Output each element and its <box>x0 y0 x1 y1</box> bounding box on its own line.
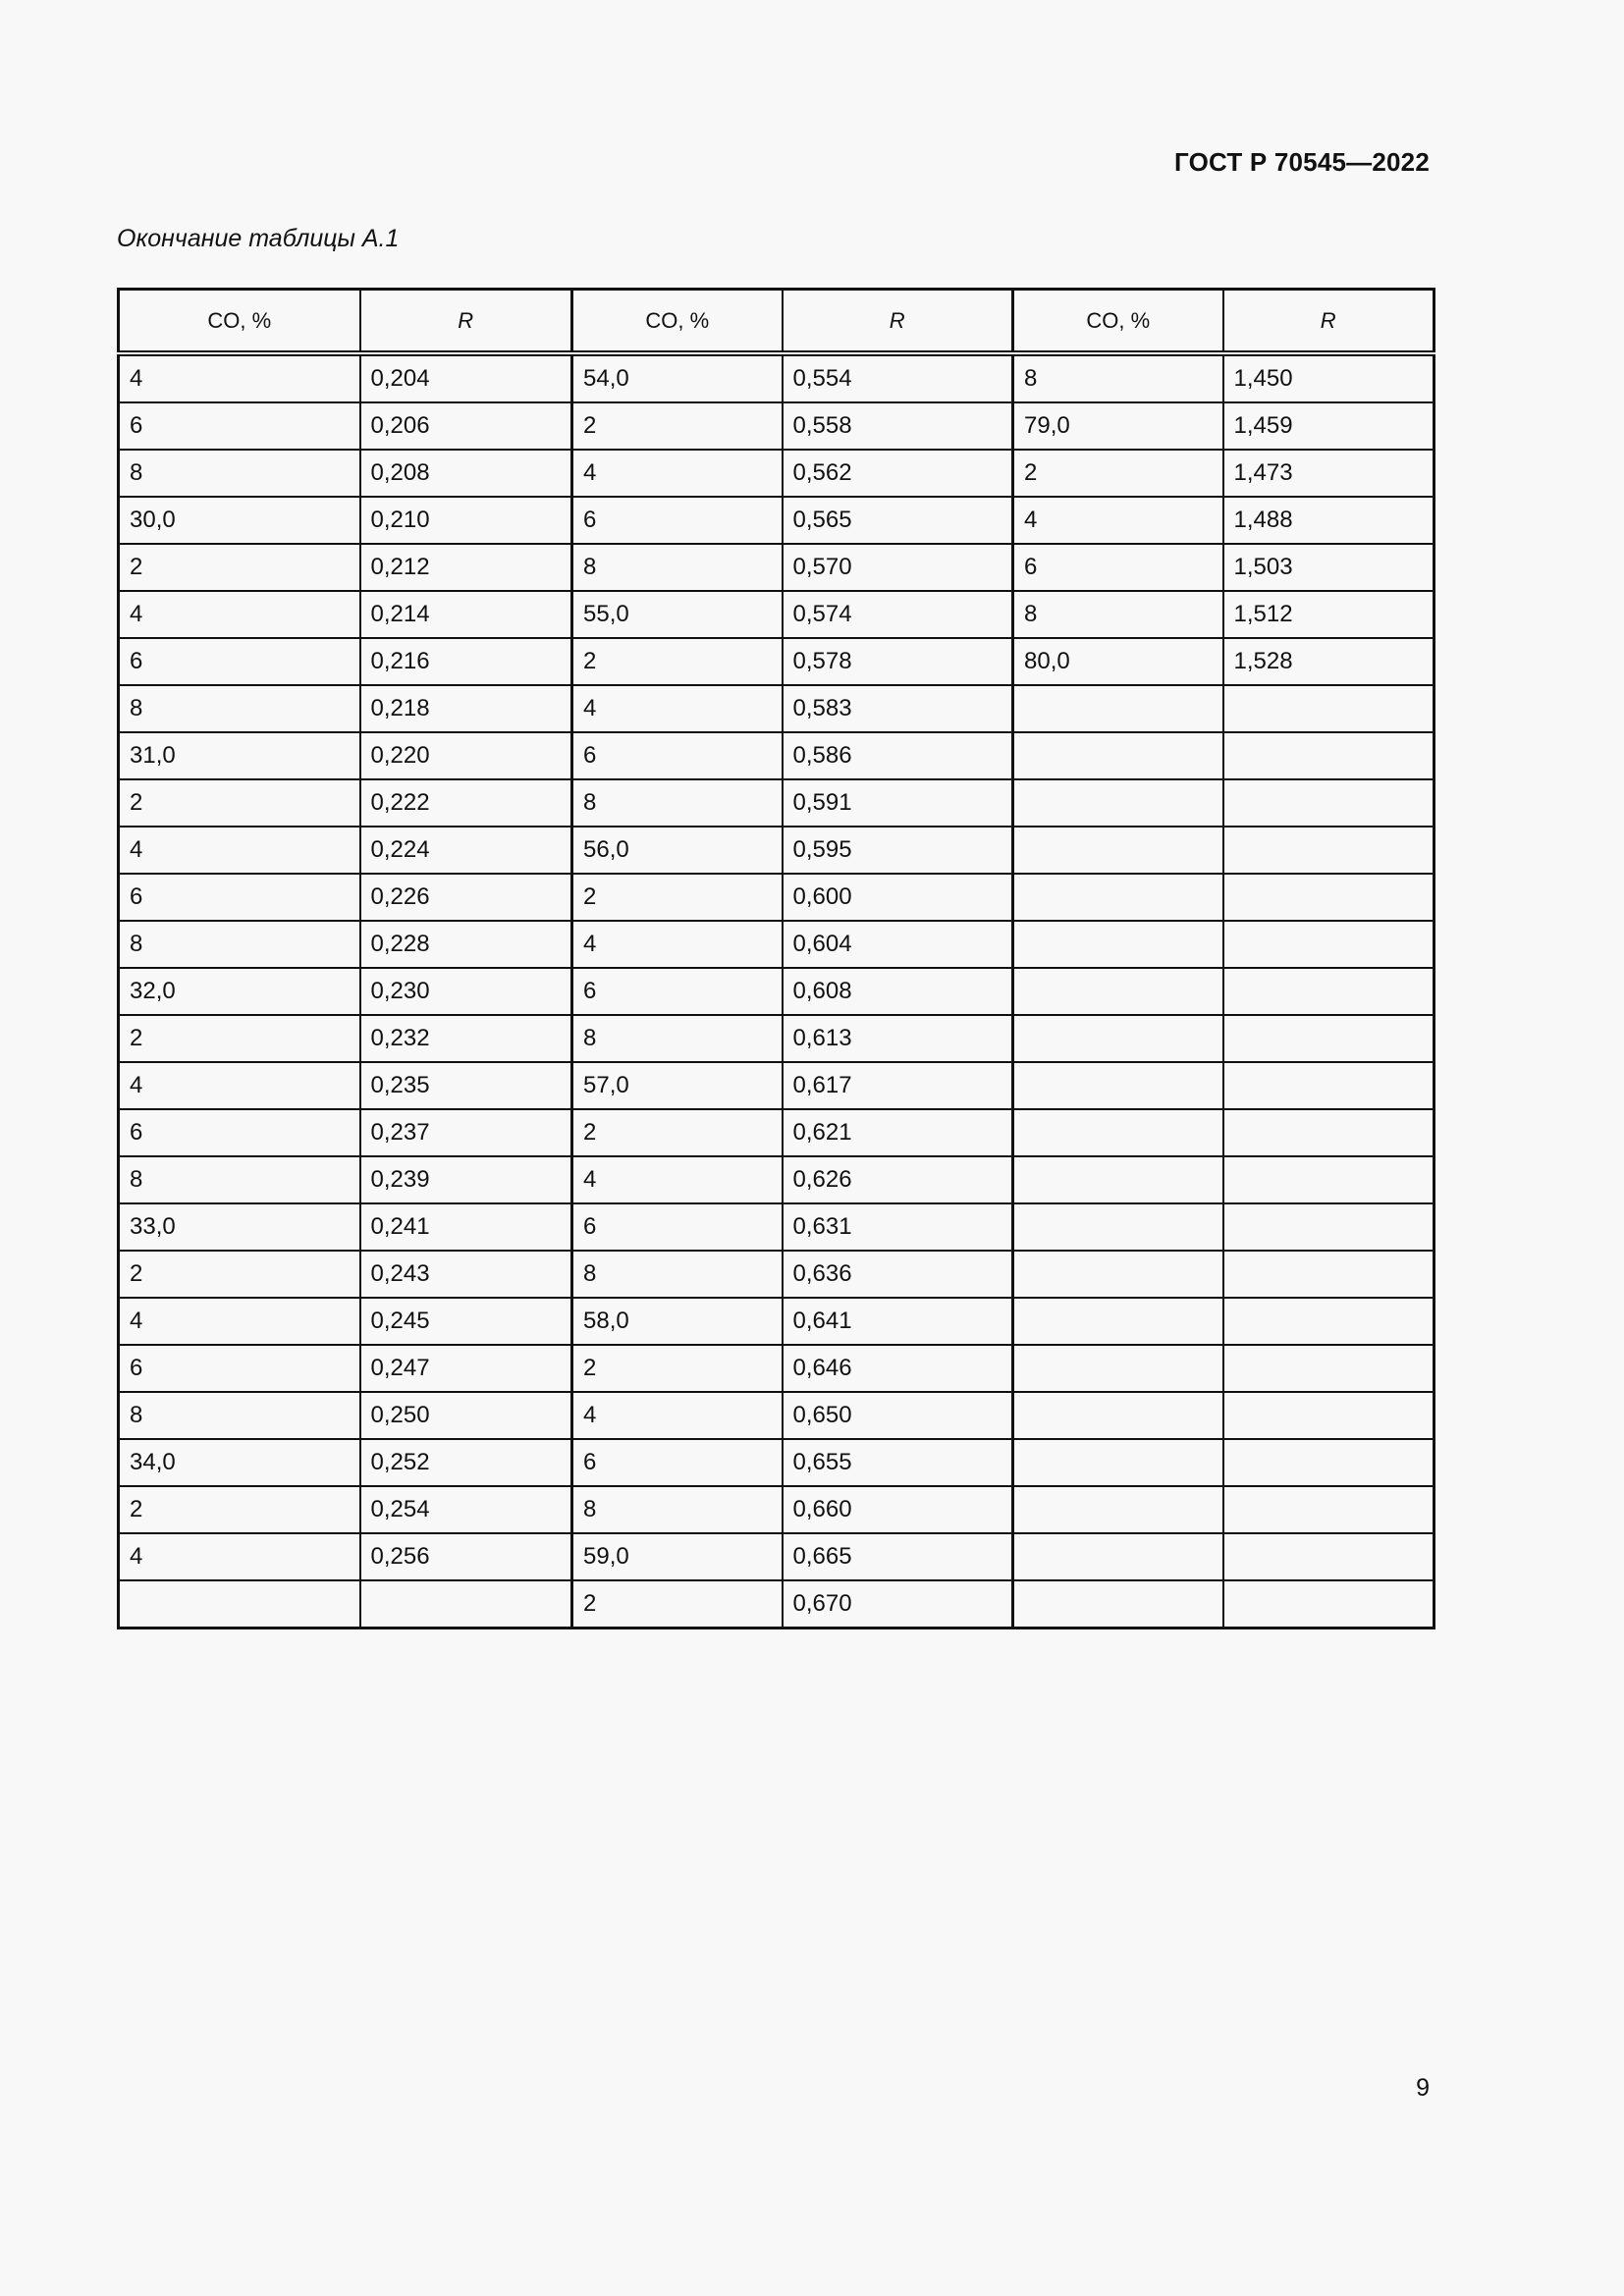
cell-co-percent: 8 <box>572 1486 783 1533</box>
cell-r-value <box>1223 685 1435 732</box>
cell-r-value: 0,250 <box>360 1392 572 1439</box>
cell-r-value <box>1223 1392 1435 1439</box>
cell-r-value: 1,528 <box>1223 638 1435 685</box>
table-row <box>119 544 1435 591</box>
document-code: ГОСТ Р 70545—2022 <box>1174 147 1430 177</box>
table-row <box>119 402 1435 450</box>
cell-co-percent: 8 <box>119 1156 360 1203</box>
cell-co-percent: 4 <box>119 591 360 638</box>
cell-r-value: 0,241 <box>360 1203 572 1251</box>
cell-r-value <box>360 1580 572 1629</box>
table-row <box>119 1533 1435 1580</box>
cell-co-percent: 8 <box>572 1251 783 1298</box>
cell-r-value: 0,670 <box>783 1580 1013 1629</box>
cell-co-percent: 6 <box>572 1439 783 1486</box>
table-row <box>119 779 1435 827</box>
cell-co-percent <box>1013 1392 1223 1439</box>
cell-co-percent: 2 <box>572 874 783 921</box>
cell-r-value: 0,212 <box>360 544 572 591</box>
cell-co-percent <box>1013 1439 1223 1486</box>
cell-co-percent <box>1013 1533 1223 1580</box>
column-header-r: R <box>360 290 572 354</box>
cell-co-percent: 4 <box>572 921 783 968</box>
cell-co-percent <box>1013 1580 1223 1629</box>
table-row <box>119 1015 1435 1062</box>
cell-r-value: 0,570 <box>783 544 1013 591</box>
cell-co-percent: 4 <box>119 1298 360 1345</box>
cell-r-value: 0,617 <box>783 1062 1013 1109</box>
cell-co-percent: 4 <box>1013 497 1223 544</box>
cell-r-value: 0,554 <box>783 353 1013 402</box>
cell-co-percent: 4 <box>119 1533 360 1580</box>
cell-r-value: 0,243 <box>360 1251 572 1298</box>
table-row <box>119 1392 1435 1439</box>
cell-r-value: 0,562 <box>783 450 1013 497</box>
cell-r-value <box>1223 874 1435 921</box>
cell-r-value <box>1223 1109 1435 1156</box>
cell-r-value: 0,218 <box>360 685 572 732</box>
cell-co-percent: 57,0 <box>572 1062 783 1109</box>
column-header-r: R <box>783 290 1013 354</box>
table-row <box>119 1580 1435 1629</box>
cell-r-value: 1,473 <box>1223 450 1435 497</box>
cell-co-percent: 58,0 <box>572 1298 783 1345</box>
cell-co-percent <box>1013 827 1223 874</box>
cell-r-value: 0,574 <box>783 591 1013 638</box>
cell-co-percent: 32,0 <box>119 968 360 1015</box>
cell-r-value: 0,631 <box>783 1203 1013 1251</box>
cell-r-value: 0,247 <box>360 1345 572 1392</box>
table-header-row <box>119 290 1435 354</box>
cell-co-percent: 59,0 <box>572 1533 783 1580</box>
cell-r-value: 0,636 <box>783 1251 1013 1298</box>
cell-co-percent: 33,0 <box>119 1203 360 1251</box>
cell-co-percent <box>1013 1251 1223 1298</box>
cell-co-percent: 8 <box>1013 353 1223 402</box>
cell-co-percent: 2 <box>119 1486 360 1533</box>
cell-co-percent <box>1013 921 1223 968</box>
table-row <box>119 732 1435 779</box>
cell-r-value: 0,214 <box>360 591 572 638</box>
cell-co-percent: 8 <box>572 1015 783 1062</box>
column-header-co: CO, % <box>119 290 360 354</box>
cell-co-percent: 4 <box>119 827 360 874</box>
table-row <box>119 1156 1435 1203</box>
table-row <box>119 1486 1435 1533</box>
cell-r-value: 0,600 <box>783 874 1013 921</box>
cell-co-percent: 4 <box>119 1062 360 1109</box>
cell-r-value: 0,578 <box>783 638 1013 685</box>
cell-co-percent: 6 <box>572 732 783 779</box>
cell-co-percent: 80,0 <box>1013 638 1223 685</box>
cell-r-value: 0,583 <box>783 685 1013 732</box>
cell-r-value: 1,503 <box>1223 544 1435 591</box>
cell-r-value: 0,558 <box>783 402 1013 450</box>
table-row <box>119 1298 1435 1345</box>
column-header-co: CO, % <box>1013 290 1223 354</box>
cell-co-percent: 2 <box>119 544 360 591</box>
cell-r-value: 1,512 <box>1223 591 1435 638</box>
cell-r-value <box>1223 1533 1435 1580</box>
cell-co-percent: 54,0 <box>572 353 783 402</box>
cell-r-value <box>1223 1439 1435 1486</box>
cell-r-value: 0,613 <box>783 1015 1013 1062</box>
cell-co-percent: 8 <box>119 450 360 497</box>
cell-r-value: 0,254 <box>360 1486 572 1533</box>
table-row <box>119 353 1435 402</box>
cell-r-value: 0,216 <box>360 638 572 685</box>
cell-r-value <box>1223 921 1435 968</box>
cell-co-percent <box>1013 1109 1223 1156</box>
cell-co-percent: 6 <box>572 497 783 544</box>
cell-r-value: 0,660 <box>783 1486 1013 1533</box>
cell-co-percent: 2 <box>119 779 360 827</box>
column-header-co: CO, % <box>572 290 783 354</box>
cell-r-value: 0,239 <box>360 1156 572 1203</box>
cell-r-value <box>1223 1062 1435 1109</box>
cell-r-value: 0,222 <box>360 779 572 827</box>
cell-co-percent: 8 <box>572 544 783 591</box>
cell-co-percent: 6 <box>119 638 360 685</box>
cell-r-value: 1,488 <box>1223 497 1435 544</box>
cell-r-value: 0,204 <box>360 353 572 402</box>
cell-r-value: 0,641 <box>783 1298 1013 1345</box>
cell-co-percent: 2 <box>572 1109 783 1156</box>
cell-co-percent <box>1013 1156 1223 1203</box>
cell-r-value: 0,232 <box>360 1015 572 1062</box>
cell-co-percent <box>1013 1486 1223 1533</box>
data-table <box>117 288 1435 1629</box>
cell-r-value <box>1223 1251 1435 1298</box>
cell-co-percent: 4 <box>572 1392 783 1439</box>
cell-r-value: 0,230 <box>360 968 572 1015</box>
table-row <box>119 638 1435 685</box>
table-row <box>119 685 1435 732</box>
cell-co-percent <box>1013 732 1223 779</box>
cell-r-value: 0,655 <box>783 1439 1013 1486</box>
cell-co-percent <box>119 1580 360 1629</box>
table-caption: Окончание таблицы А.1 <box>117 225 400 252</box>
cell-r-value: 0,595 <box>783 827 1013 874</box>
cell-co-percent: 4 <box>572 1156 783 1203</box>
cell-co-percent: 4 <box>119 353 360 402</box>
cell-r-value: 0,208 <box>360 450 572 497</box>
cell-co-percent: 30,0 <box>119 497 360 544</box>
cell-r-value <box>1223 1298 1435 1345</box>
table-row <box>119 1062 1435 1109</box>
cell-r-value: 0,252 <box>360 1439 572 1486</box>
cell-r-value <box>1223 1580 1435 1629</box>
cell-r-value: 0,621 <box>783 1109 1013 1156</box>
cell-co-percent <box>1013 685 1223 732</box>
cell-co-percent: 4 <box>572 685 783 732</box>
cell-co-percent <box>1013 1015 1223 1062</box>
cell-r-value: 0,626 <box>783 1156 1013 1203</box>
cell-r-value: 0,646 <box>783 1345 1013 1392</box>
cell-r-value: 0,665 <box>783 1533 1013 1580</box>
cell-co-percent: 6 <box>119 874 360 921</box>
cell-r-value <box>1223 1015 1435 1062</box>
cell-r-value <box>1223 732 1435 779</box>
cell-co-percent: 2 <box>119 1251 360 1298</box>
cell-co-percent: 34,0 <box>119 1439 360 1486</box>
cell-r-value <box>1223 1203 1435 1251</box>
cell-r-value: 0,210 <box>360 497 572 544</box>
cell-r-value: 1,459 <box>1223 402 1435 450</box>
cell-r-value: 0,650 <box>783 1392 1013 1439</box>
cell-r-value: 0,220 <box>360 732 572 779</box>
table-row <box>119 968 1435 1015</box>
cell-r-value: 0,226 <box>360 874 572 921</box>
cell-co-percent: 2 <box>572 402 783 450</box>
cell-r-value: 0,565 <box>783 497 1013 544</box>
table-row <box>119 591 1435 638</box>
table-row <box>119 1439 1435 1486</box>
table-row <box>119 921 1435 968</box>
cell-co-percent: 55,0 <box>572 591 783 638</box>
table-row <box>119 1345 1435 1392</box>
cell-co-percent <box>1013 779 1223 827</box>
cell-r-value: 0,245 <box>360 1298 572 1345</box>
table-row <box>119 874 1435 921</box>
cell-r-value: 0,237 <box>360 1109 572 1156</box>
cell-co-percent: 6 <box>119 1345 360 1392</box>
cell-co-percent <box>1013 1345 1223 1392</box>
page-number: 9 <box>1416 2074 1430 2102</box>
cell-r-value: 0,206 <box>360 402 572 450</box>
cell-r-value: 0,591 <box>783 779 1013 827</box>
cell-co-percent: 31,0 <box>119 732 360 779</box>
cell-r-value <box>1223 1345 1435 1392</box>
cell-r-value: 0,608 <box>783 968 1013 1015</box>
cell-r-value: 1,450 <box>1223 353 1435 402</box>
cell-co-percent: 6 <box>119 402 360 450</box>
cell-r-value <box>1223 968 1435 1015</box>
cell-r-value: 0,604 <box>783 921 1013 968</box>
cell-co-percent: 8 <box>119 685 360 732</box>
cell-co-percent <box>1013 1203 1223 1251</box>
cell-co-percent: 79,0 <box>1013 402 1223 450</box>
cell-co-percent <box>1013 968 1223 1015</box>
table-row <box>119 1251 1435 1298</box>
cell-r-value: 0,256 <box>360 1533 572 1580</box>
cell-r-value <box>1223 827 1435 874</box>
cell-co-percent: 8 <box>119 1392 360 1439</box>
cell-co-percent: 6 <box>572 968 783 1015</box>
cell-co-percent: 6 <box>572 1203 783 1251</box>
cell-co-percent: 6 <box>119 1109 360 1156</box>
cell-co-percent: 2 <box>572 638 783 685</box>
cell-r-value <box>1223 1156 1435 1203</box>
cell-co-percent <box>1013 1298 1223 1345</box>
cell-co-percent: 2 <box>1013 450 1223 497</box>
table-row <box>119 450 1435 497</box>
cell-co-percent: 2 <box>119 1015 360 1062</box>
cell-r-value <box>1223 779 1435 827</box>
table-row <box>119 827 1435 874</box>
cell-r-value: 0,228 <box>360 921 572 968</box>
cell-co-percent <box>1013 1062 1223 1109</box>
cell-co-percent: 4 <box>572 450 783 497</box>
table-row <box>119 497 1435 544</box>
cell-co-percent: 8 <box>119 921 360 968</box>
column-header-r: R <box>1223 290 1435 354</box>
cell-co-percent: 56,0 <box>572 827 783 874</box>
table-row <box>119 1109 1435 1156</box>
cell-r-value: 0,586 <box>783 732 1013 779</box>
cell-co-percent: 8 <box>572 779 783 827</box>
cell-co-percent <box>1013 874 1223 921</box>
cell-r-value <box>1223 1486 1435 1533</box>
cell-co-percent: 6 <box>1013 544 1223 591</box>
cell-co-percent: 8 <box>1013 591 1223 638</box>
cell-co-percent: 2 <box>572 1580 783 1629</box>
cell-r-value: 0,235 <box>360 1062 572 1109</box>
cell-co-percent: 2 <box>572 1345 783 1392</box>
table-body <box>119 353 1435 1629</box>
table-row <box>119 1203 1435 1251</box>
cell-r-value: 0,224 <box>360 827 572 874</box>
